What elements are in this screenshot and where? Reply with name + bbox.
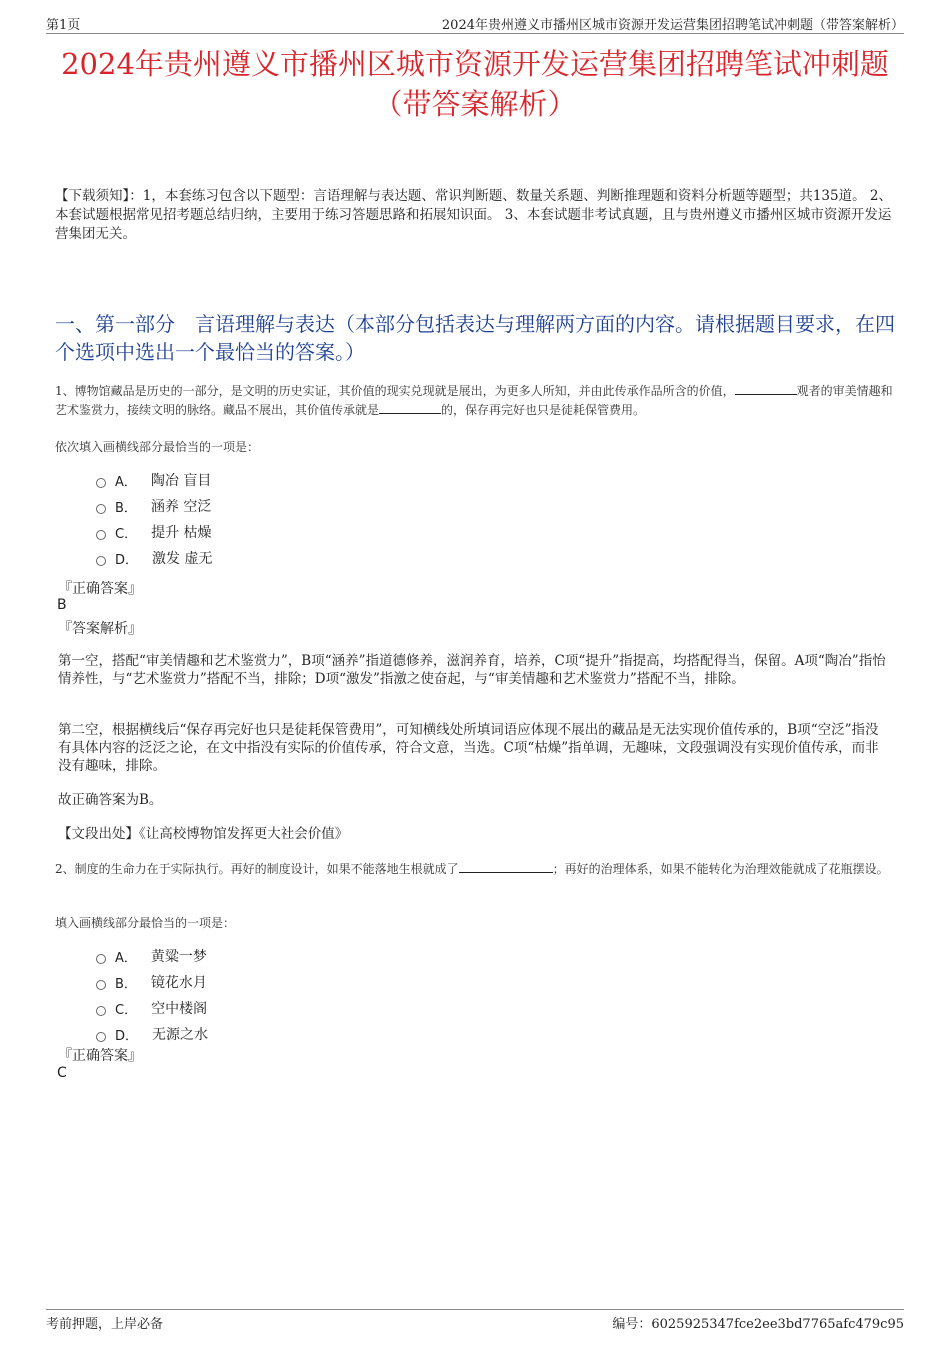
option-letter: A． — [115, 950, 137, 966]
question-1-source: 【文段出处】《让高校博物馆发挥更大社会价值》 — [58, 826, 349, 842]
option-letter: B． — [115, 976, 137, 992]
radio-icon[interactable] — [96, 1006, 106, 1016]
option-letter: A． — [115, 474, 137, 490]
question-2-option-c[interactable] — [96, 998, 207, 1018]
question-1-option-a[interactable] — [96, 470, 211, 490]
question-1-text-part-c: 的，保存再完好也只是徒耗保管费用。 — [441, 403, 646, 417]
radio-icon[interactable] — [96, 478, 106, 488]
question-1-answer-label: 『正确答案』 — [58, 581, 142, 597]
question-2-option-b[interactable] — [96, 972, 207, 992]
radio-icon[interactable] — [96, 556, 106, 566]
question-2-answer-label: 『正确答案』 — [58, 1048, 142, 1064]
question-1-text — [55, 382, 900, 420]
option-text: 陶冶 盲目 — [150, 473, 212, 489]
page-number: 第1页 — [46, 18, 81, 33]
question-1-conclusion: 故正确答案为B。 — [58, 792, 163, 808]
radio-icon[interactable] — [96, 954, 106, 964]
running-title: 2024年贵州遵义市播州区城市资源开发运营集团招聘笔试冲刺题（带答案解析） — [441, 18, 904, 33]
document-title: 2024年贵州遵义市播州区城市资源开发运营集团招聘笔试冲刺题（带答案解析） — [61, 47, 889, 121]
question-1-analysis-paragraph-1: 第一空，搭配“审美情趣和艺术鉴赏力”，B项“涵养”指道德修养，滋润养育，培养，C项“提升”指提高，均搭配得当，保留。A项“陶冶”指怡情养性，与“艺术鉴赏力”搭配不当，排除；D项“激发”指激之使奋起，与“审美情趣和艺术鉴赏力”搭配不当，排除。 — [58, 653, 886, 687]
header-divider — [46, 33, 904, 34]
question-1-option-d[interactable] — [96, 548, 212, 568]
radio-icon[interactable] — [96, 530, 106, 540]
footer-slogan: 考前押题，上岸必备 — [46, 1317, 164, 1332]
question-1-blank-1 — [735, 382, 797, 395]
question-2-option-d[interactable] — [96, 1024, 208, 1044]
question-1-option-b[interactable] — [96, 496, 211, 516]
option-letter: D． — [115, 1028, 139, 1044]
option-text: 镜花水月 — [150, 975, 207, 991]
question-1-text-part-b: 观者的审美情趣和艺术鉴赏力，接续文明的脉络。藏品不展出，其价值传承就是 — [55, 384, 893, 417]
radio-icon[interactable] — [96, 504, 106, 514]
question-1-blank-2 — [379, 401, 441, 414]
option-letter: D． — [115, 552, 139, 568]
question-2-text — [55, 860, 900, 879]
option-text: 提升 枯燥 — [151, 525, 212, 541]
option-text: 无源之水 — [152, 1027, 209, 1043]
question-2-instruction: 填入画横线部分最恰当的一项是： — [55, 916, 236, 930]
footer-serial-number: 编号：6025925347fce2ee3bd7765afc479c95 — [612, 1317, 904, 1332]
question-1-analysis-paragraph-2: 第二空，根据横线后“保存再完好也只是徒耗保管费用”，可知横线处所填词语应体现不展出的藏品是无法实现价值传承的，B项“空泛”指没有具体内容的泛泛之论，在文中指没有实际的价值传承，符合文意，当选。C项“枯燥”指单调，无趣味，文段强调没有实现价值传承，而非没有趣味，排除。 — [58, 722, 879, 774]
radio-icon[interactable] — [96, 1032, 106, 1042]
question-2-text-part-b: ；再好的治理体系，如果不能转化为治理效能就成了花瓶摆设。 — [552, 862, 889, 876]
option-letter: B． — [115, 500, 137, 516]
option-text: 激发 虚无 — [152, 551, 213, 567]
option-letter: C． — [115, 526, 138, 542]
question-1-answer: B — [57, 597, 67, 613]
option-text: 涵养 空泛 — [150, 499, 212, 515]
option-letter: C． — [115, 1002, 138, 1018]
section-heading: 一、第一部分 言语理解与表达（本部分包括表达与理解两方面的内容。请根据题目要求，在四个选项中选出一个最恰当的答案。） — [55, 312, 895, 364]
question-1-instruction: 依次填入画横线部分最恰当的一项是： — [55, 440, 260, 454]
question-1-text-part-a: 1、博物馆藏品是历史的一部分，是文明的历史实证，其价值的现实兑现就是展出，为更多人所知，并由此传承作品所含的价值， — [55, 384, 735, 398]
question-2-option-a[interactable] — [96, 946, 207, 966]
question-1-option-c[interactable] — [96, 522, 212, 542]
radio-icon[interactable] — [96, 980, 106, 990]
option-text: 黄粱一梦 — [150, 949, 207, 965]
question-2-text-part-a: 2、制度的生命力在于实际执行。再好的制度设计，如果不能落地生根就成了 — [55, 862, 459, 876]
question-2-answer: C — [57, 1065, 67, 1081]
footer-divider — [46, 1309, 904, 1310]
download-notice: 【下载须知】：1，本套练习包含以下题型：言语理解与表达题、常识判断题、数量关系题、判断推理题和资料分析题等题型；共135道。 2、本套试题根据常见招考题总结归纳，主要用于练习答题思路和拓展知识面。 3、本套试题非考试真题，且与贵州遵义市播州区城市资源开发运营集团无关。 — [55, 188, 892, 242]
question-2-blank — [459, 860, 553, 873]
question-1-analysis-label: 『答案解析』 — [58, 621, 142, 637]
option-text: 空中楼阁 — [151, 1001, 208, 1017]
